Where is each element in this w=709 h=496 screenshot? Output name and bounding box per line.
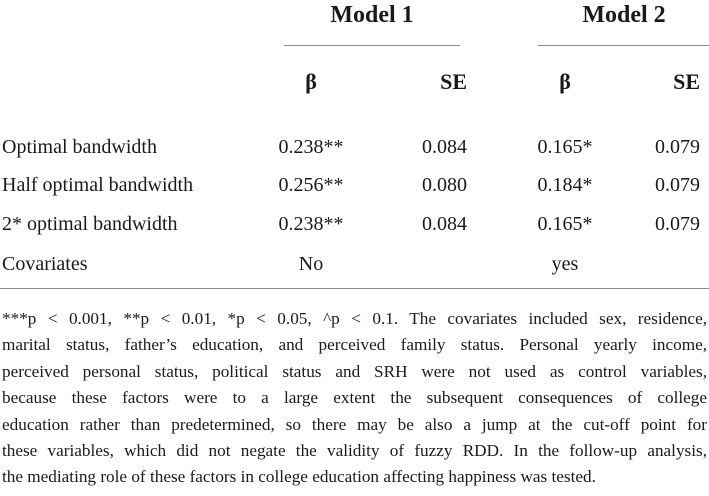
table-bottom-rule — [0, 288, 709, 289]
cell-se-2: 0.079 — [655, 136, 700, 158]
row-label: Optimal bandwidth — [2, 136, 157, 158]
footnote-line: education rather than predetermined, so there may be also a jump at the cut-off point for — [2, 414, 707, 434]
table-footnote — [2, 306, 707, 491]
row-label: 2* optimal bandwidth — [2, 213, 178, 235]
table-row — [0, 132, 709, 162]
row-label: Half optimal bandwidth — [2, 174, 194, 196]
covariates-model-1: No — [298, 253, 324, 275]
col-header-beta-1: β — [305, 69, 317, 94]
col-header-se-2: SE — [673, 69, 700, 94]
footnote-line: these variables, which did not negate the validity of fuzzy RDD. In the follow-up analysis, — [2, 441, 707, 461]
cell-beta-2: 0.184* — [537, 174, 593, 196]
cell-se-2: 0.079 — [655, 213, 700, 235]
model-2-rule — [538, 45, 709, 46]
cell-beta-1: 0.238** — [278, 213, 344, 235]
cell-se-1: 0.080 — [422, 174, 467, 196]
footnote-line: perceived personal status, political status and SRH were not used as control variables, — [2, 361, 707, 381]
footnote-line: the mediating role of these factors in college education affecting happiness was tested. — [2, 467, 596, 487]
cell-beta-1: 0.238** — [278, 136, 344, 158]
cell-se-1: 0.084 — [422, 136, 467, 158]
covariates-model-2: yes — [551, 253, 579, 275]
model-1-rule — [284, 45, 460, 46]
cell-beta-1: 0.256** — [278, 174, 344, 196]
model-1-header: Model 1 — [330, 2, 414, 28]
col-header-se-1: SE — [440, 69, 467, 94]
footnote-line: marital status, father’s education, and perceived family status. Personal yearly income, — [2, 335, 707, 355]
table-row-covariates — [0, 249, 709, 279]
col-header-beta-2: β — [559, 69, 571, 94]
cell-beta-2: 0.165* — [537, 213, 593, 235]
table-row — [0, 170, 709, 200]
table-row — [0, 209, 709, 239]
model-2-header: Model 2 — [582, 2, 666, 28]
cell-se-1: 0.084 — [422, 213, 467, 235]
row-label: Covariates — [2, 253, 88, 275]
cell-se-2: 0.079 — [655, 174, 700, 196]
cell-beta-2: 0.165* — [537, 136, 593, 158]
footnote-line: ***p < 0.001, **p < 0.01, *p < 0.05, ^p < 0.1. The covariates included sex, residence, — [2, 309, 707, 328]
footnote-line: because these factors were to a large extent the subsequent consequences of college — [2, 388, 707, 408]
